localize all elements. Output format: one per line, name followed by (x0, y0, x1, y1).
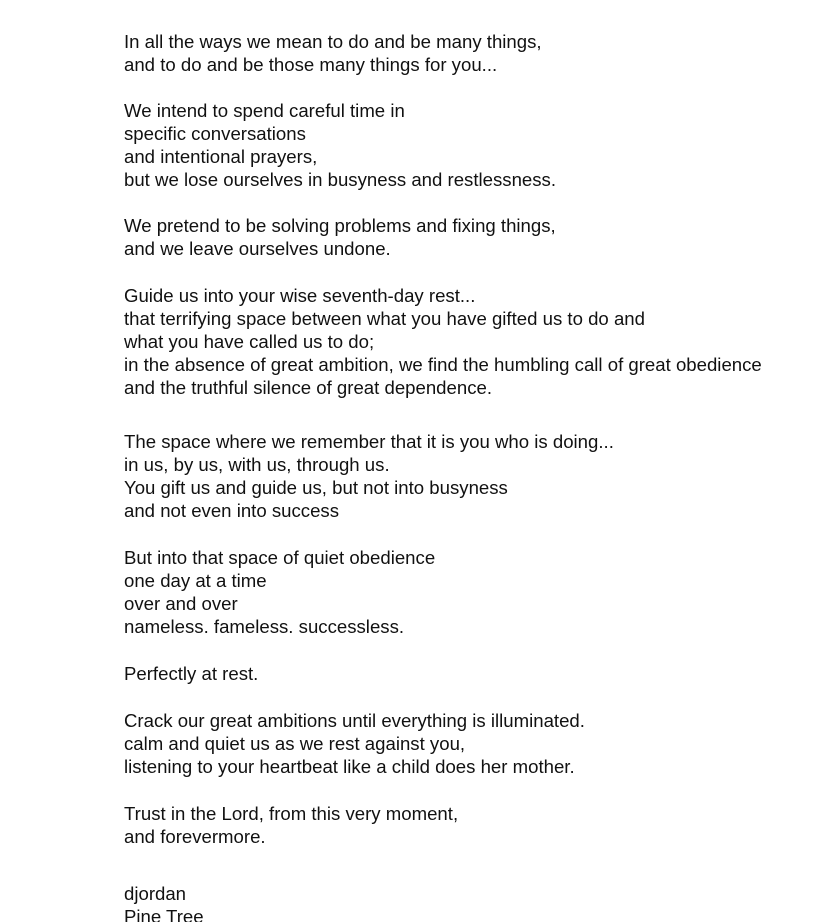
poem-line: The space where we remember that it is you who is doing... (124, 431, 614, 452)
poem-line: and the truthful silence of great dependence. (124, 377, 493, 398)
stanza-5 (124, 430, 804, 522)
poem-line: and intentional prayers, (124, 146, 318, 167)
poem-line: and to do and be those many things for you... (124, 54, 498, 75)
poem-line: Perfectly at rest. (124, 663, 259, 684)
poem-line: that terrifying space between what you have gifted us to do and (124, 308, 645, 329)
author-place: Pine Tree (124, 906, 204, 922)
poem-line: over and over (124, 593, 238, 614)
stanza-6 (124, 546, 804, 638)
poem-line: Trust in the Lord, from this very moment, (124, 803, 459, 824)
poem-line: But into that space of quiet obedience (124, 547, 436, 568)
poem-line: specific conversations (124, 123, 306, 144)
poem-line: but we lose ourselves in busyness and restlessness. (124, 169, 557, 190)
poem-line: listening to your heartbeat like a child does her mother. (124, 756, 575, 777)
poem-line: and forevermore. (124, 826, 266, 847)
poem-line: one day at a time (124, 570, 267, 591)
stanza-8 (124, 709, 804, 778)
stanza-4 (124, 284, 804, 399)
stanza-3 (124, 214, 804, 260)
poem-line: calm and quiet us as we rest against you, (124, 733, 466, 754)
poem-line: We pretend to be solving problems and fixing things, (124, 215, 556, 236)
poem-line: what you have called us to do; (124, 331, 375, 352)
poem-line: You gift us and guide us, but not into busyness (124, 477, 508, 498)
stanza-1 (124, 30, 804, 76)
poem-line: in the absence of great ambition, we find the humbling call of great obedience (124, 354, 762, 375)
stanza-9 (124, 802, 804, 848)
poem-line: In all the ways we mean to do and be many things, (124, 31, 542, 52)
poem-line: in us, by us, with us, through us. (124, 454, 390, 475)
signature (124, 882, 804, 922)
poem-text (124, 30, 804, 922)
poem-line: and we leave ourselves undone. (124, 238, 391, 259)
poem-line: Crack our great ambitions until everything is illuminated. (124, 710, 585, 731)
poem-line: Guide us into your wise seventh-day rest... (124, 285, 476, 306)
poem-line: nameless. fameless. successless. (124, 616, 405, 637)
stanza-7 (124, 662, 804, 685)
stanza-2 (124, 99, 804, 191)
poem-line: and not even into success (124, 500, 339, 521)
author-name: djordan (124, 883, 187, 904)
poem-line: We intend to spend careful time in (124, 100, 405, 121)
